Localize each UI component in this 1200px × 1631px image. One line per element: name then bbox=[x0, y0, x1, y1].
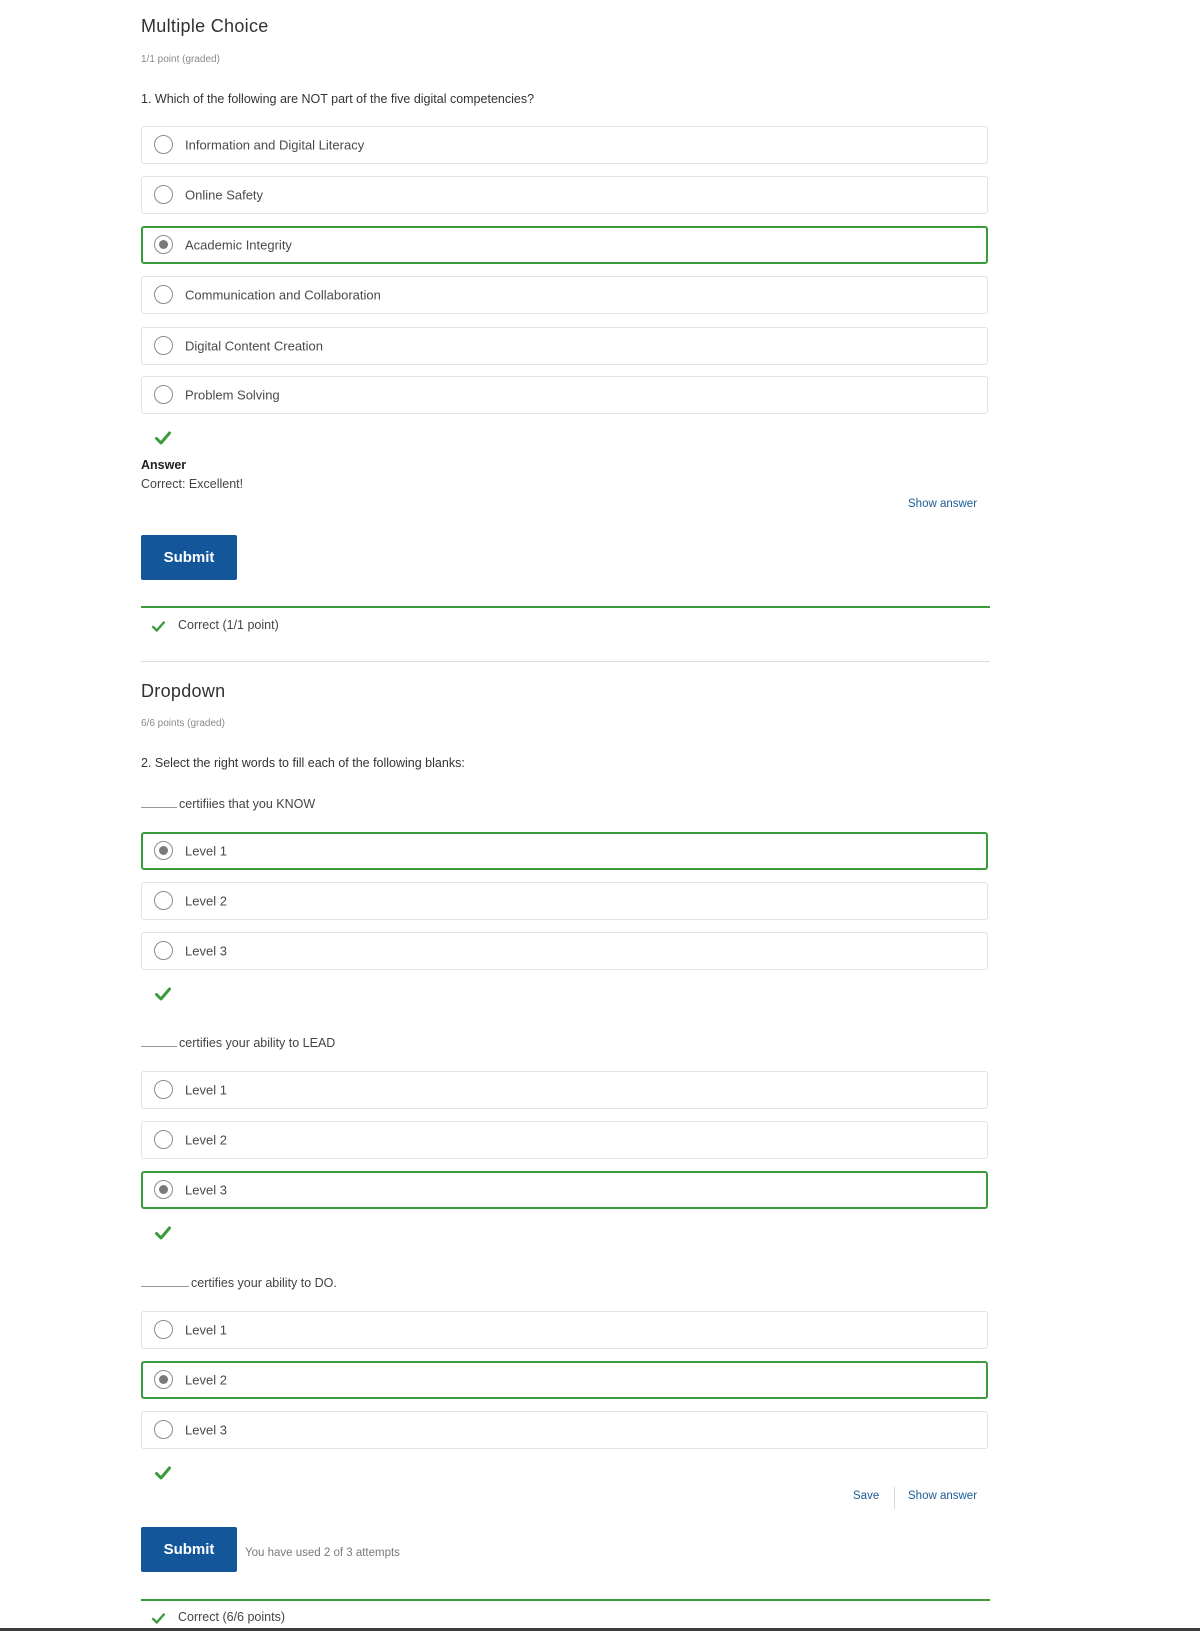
problem-2-points: 6/6 points (graded) bbox=[141, 718, 225, 729]
submit-button[interactable]: Submit bbox=[141, 535, 237, 580]
choice-online-safety[interactable] bbox=[141, 176, 988, 214]
choice-label: Level 2 bbox=[185, 893, 227, 909]
choice-label: Level 3 bbox=[185, 943, 227, 959]
choice-problem-solving[interactable] bbox=[141, 376, 988, 414]
submit-button[interactable]: Submit bbox=[141, 1527, 237, 1572]
show-answer-link[interactable]: Show answer bbox=[908, 498, 978, 510]
choice-label: Level 2 bbox=[185, 1372, 227, 1388]
radio-icon[interactable] bbox=[154, 1320, 173, 1339]
choice-label: Level 1 bbox=[185, 843, 227, 859]
blank-line bbox=[141, 1034, 177, 1047]
radio-icon[interactable] bbox=[154, 135, 173, 154]
problem-2-title: Dropdown bbox=[141, 681, 226, 701]
blank-1-prompt bbox=[141, 795, 315, 811]
problem-2-question: 2. Select the right words to fill each of the following blanks: bbox=[141, 756, 465, 770]
blank-3-option-level-3[interactable] bbox=[141, 1411, 988, 1449]
problem-1-title: Multiple Choice bbox=[141, 16, 269, 36]
choice-label: Online Safety bbox=[185, 187, 264, 203]
blank-1-option-level-3[interactable] bbox=[141, 932, 988, 970]
radio-selected-icon[interactable] bbox=[154, 841, 173, 860]
choice-label: Level 1 bbox=[185, 1082, 227, 1098]
blank-1-option-level-2[interactable] bbox=[141, 882, 988, 920]
blank-line bbox=[141, 795, 177, 808]
check-icon bbox=[155, 1466, 171, 1480]
answer-feedback: Correct: Excellent! bbox=[141, 477, 244, 491]
save-link[interactable]: Save bbox=[853, 1490, 880, 1502]
choice-label: Level 2 bbox=[185, 1132, 227, 1148]
blank-2-option-level-1[interactable] bbox=[141, 1071, 988, 1109]
choice-digital-content-creation[interactable] bbox=[141, 327, 988, 365]
blank-3-option-level-2[interactable] bbox=[141, 1361, 988, 1399]
radio-selected-icon[interactable] bbox=[154, 1180, 173, 1199]
correct-status-bar bbox=[141, 1599, 990, 1601]
radio-icon[interactable] bbox=[154, 185, 173, 204]
choice-label: Level 1 bbox=[185, 1322, 227, 1338]
answer-heading: Answer bbox=[141, 458, 187, 472]
check-icon bbox=[155, 987, 171, 1001]
blank-1-option-level-1[interactable] bbox=[141, 832, 988, 870]
radio-selected-icon[interactable] bbox=[154, 235, 173, 254]
choice-label: Problem Solving bbox=[185, 387, 280, 403]
choice-academic-integrity[interactable] bbox=[141, 226, 988, 264]
choice-label: Information and Digital Literacy bbox=[185, 137, 365, 153]
choice-label: Level 3 bbox=[185, 1422, 227, 1438]
radio-icon[interactable] bbox=[154, 336, 173, 355]
link-separator bbox=[894, 1487, 895, 1509]
blank-3-option-level-1[interactable] bbox=[141, 1311, 988, 1349]
blank-3-prompt-text: certifies your ability to DO. bbox=[191, 1276, 337, 1290]
radio-icon[interactable] bbox=[154, 1080, 173, 1099]
blank-2-option-level-2[interactable] bbox=[141, 1121, 988, 1159]
problem-1-points: 1/1 point (graded) bbox=[141, 54, 220, 65]
radio-icon[interactable] bbox=[154, 285, 173, 304]
radio-icon[interactable] bbox=[154, 941, 173, 960]
blank-1-prompt-text: certifiies that you KNOW bbox=[179, 797, 316, 811]
problem-1-status: Correct (1/1 point) bbox=[178, 618, 279, 632]
choice-communication-collaboration[interactable] bbox=[141, 276, 988, 314]
show-answer-link[interactable]: Show answer bbox=[908, 1490, 978, 1502]
radio-icon[interactable] bbox=[154, 891, 173, 910]
check-icon bbox=[152, 621, 165, 632]
divider bbox=[141, 661, 990, 662]
choice-label: Academic Integrity bbox=[185, 237, 292, 253]
blank-line bbox=[141, 1274, 189, 1287]
choice-label: Digital Content Creation bbox=[185, 338, 324, 354]
choice-information-digital-literacy[interactable] bbox=[141, 126, 988, 164]
blank-2-prompt-text: certifies your ability to LEAD bbox=[179, 1036, 336, 1050]
attempts-text: You have used 2 of 3 attempts bbox=[245, 1547, 400, 1559]
radio-selected-icon[interactable] bbox=[154, 1370, 173, 1389]
radio-icon[interactable] bbox=[154, 385, 173, 404]
radio-icon[interactable] bbox=[154, 1420, 173, 1439]
problem-1-question: 1. Which of the following are NOT part of the five digital competencies? bbox=[141, 92, 535, 106]
radio-icon[interactable] bbox=[154, 1130, 173, 1149]
blank-3-prompt bbox=[141, 1274, 337, 1290]
blank-2-option-level-3[interactable] bbox=[141, 1171, 988, 1209]
check-icon bbox=[152, 1613, 165, 1624]
correct-status-bar bbox=[141, 606, 990, 608]
choice-label: Level 3 bbox=[185, 1182, 227, 1198]
choice-label: Communication and Collaboration bbox=[185, 287, 381, 303]
check-icon bbox=[155, 1226, 171, 1240]
blank-2-prompt bbox=[141, 1034, 335, 1050]
problem-2-status: Correct (6/6 points) bbox=[178, 1610, 285, 1624]
check-icon bbox=[155, 431, 171, 445]
